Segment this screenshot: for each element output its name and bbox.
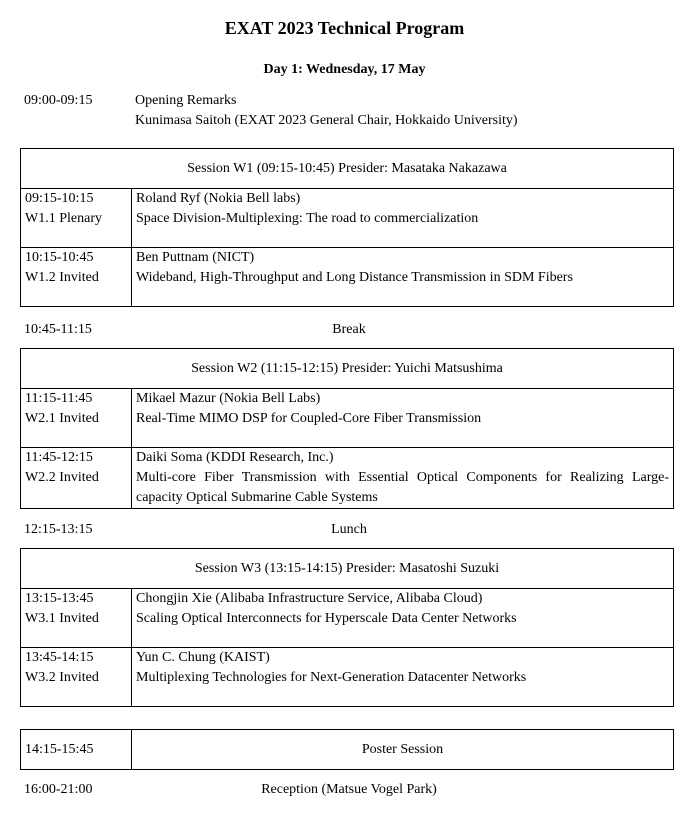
talk-speaker: Mikael Mazur (Nokia Bell Labs) — [136, 391, 321, 406]
table-row — [21, 589, 674, 648]
poster-session-table — [20, 729, 674, 770]
session-header: Session W1 (09:15-10:45) Presider: Masataka Nakazawa — [21, 149, 674, 189]
opening-remarks-row — [24, 91, 674, 131]
session-header: Session W2 (11:15-12:15) Presider: Yuichi Matsushima — [21, 349, 674, 389]
poster-label: Poster Session — [132, 730, 674, 770]
session-table-w1 — [20, 148, 674, 307]
talk-speaker: Roland Ryf (Nokia Bell labs) — [136, 191, 301, 206]
lunch-time: 12:15-13:15 — [24, 522, 93, 537]
opening-time: 09:00-09:15 — [24, 93, 93, 108]
talk-title: Multiplexing Technologies for Next-Generation Datacenter Networks — [136, 670, 527, 685]
lunch-label: Lunch — [331, 522, 367, 537]
talk-code: W1.2 Invited — [25, 270, 99, 285]
opening-title: Opening Remarks — [135, 93, 237, 108]
talk-time: 11:15-11:45 — [25, 391, 93, 406]
talk-title: Wideband, High-Throughput and Long Distance Transmission in SDM Fibers — [136, 270, 573, 285]
talk-title: Multi-core Fiber Transmission with Essential Optical Components for Realizing Large-capacity Optical Submarine Cable Systems — [136, 470, 669, 505]
table-row — [21, 730, 674, 770]
reception-time: 16:00-21:00 — [24, 782, 93, 797]
table-row — [21, 648, 674, 707]
talk-speaker: Ben Puttnam (NICT) — [136, 250, 255, 265]
session-table-w2 — [20, 348, 674, 509]
table-row — [21, 389, 674, 448]
talk-speaker: Yun C. Chung (KAIST) — [136, 650, 270, 665]
table-row — [21, 189, 674, 248]
day-heading: Day 1: Wednesday, 17 May — [263, 62, 426, 77]
poster-time: 14:15-15:45 — [21, 730, 132, 770]
talk-time-cell — [21, 189, 132, 248]
talk-title: Scaling Optical Interconnects for Hyperscale Data Center Networks — [136, 611, 517, 626]
talk-time: 11:45-12:15 — [25, 450, 93, 465]
talk-time: 09:15-10:15 — [25, 191, 94, 206]
talk-time: 13:15-13:45 — [25, 591, 94, 606]
talk-time: 13:45-14:15 — [25, 650, 94, 665]
talk-time-cell — [21, 248, 132, 307]
talk-time-cell — [21, 448, 132, 509]
break-row — [24, 320, 674, 340]
talk-title: Real-Time MIMO DSP for Coupled-Core Fiber Transmission — [136, 411, 482, 426]
talk-detail-cell — [132, 589, 674, 648]
break-label: Break — [332, 322, 366, 337]
opening-details — [135, 91, 518, 131]
talk-code: W2.2 Invited — [25, 470, 99, 485]
talk-code: W3.2 Invited — [25, 670, 99, 685]
talk-detail-cell — [132, 248, 674, 307]
page-title: EXAT 2023 Technical Program — [224, 18, 465, 38]
talk-code: W2.1 Invited — [25, 411, 99, 426]
talk-detail-cell — [132, 189, 674, 248]
talk-detail-cell — [132, 389, 674, 448]
session-header: Session W3 (13:15-14:15) Presider: Masatoshi Suzuki — [21, 549, 674, 589]
talk-speaker: Chongjin Xie (Alibaba Infrastructure Service, Alibaba Cloud) — [136, 591, 483, 606]
talk-time-cell — [21, 589, 132, 648]
lunch-row — [24, 520, 674, 540]
talk-detail-cell — [132, 648, 674, 707]
talk-title: Space Division-Multiplexing: The road to commercialization — [136, 211, 479, 226]
talk-detail-cell — [132, 448, 674, 509]
talk-time-cell — [21, 389, 132, 448]
talk-speaker: Daiki Soma (KDDI Research, Inc.) — [136, 450, 334, 465]
talk-time-cell — [21, 648, 132, 707]
break-time: 10:45-11:15 — [24, 322, 92, 337]
talk-time: 10:15-10:45 — [25, 250, 94, 265]
session-table-w3 — [20, 548, 674, 707]
talk-code: W3.1 Invited — [25, 611, 99, 626]
table-row — [21, 248, 674, 307]
reception-row — [24, 780, 674, 800]
reception-label: Reception (Matsue Vogel Park) — [261, 782, 437, 797]
table-row — [21, 448, 674, 509]
opening-chair: Kunimasa Saitoh (EXAT 2023 General Chair, Hokkaido University) — [135, 113, 518, 128]
talk-code: W1.1 Plenary — [25, 211, 102, 226]
